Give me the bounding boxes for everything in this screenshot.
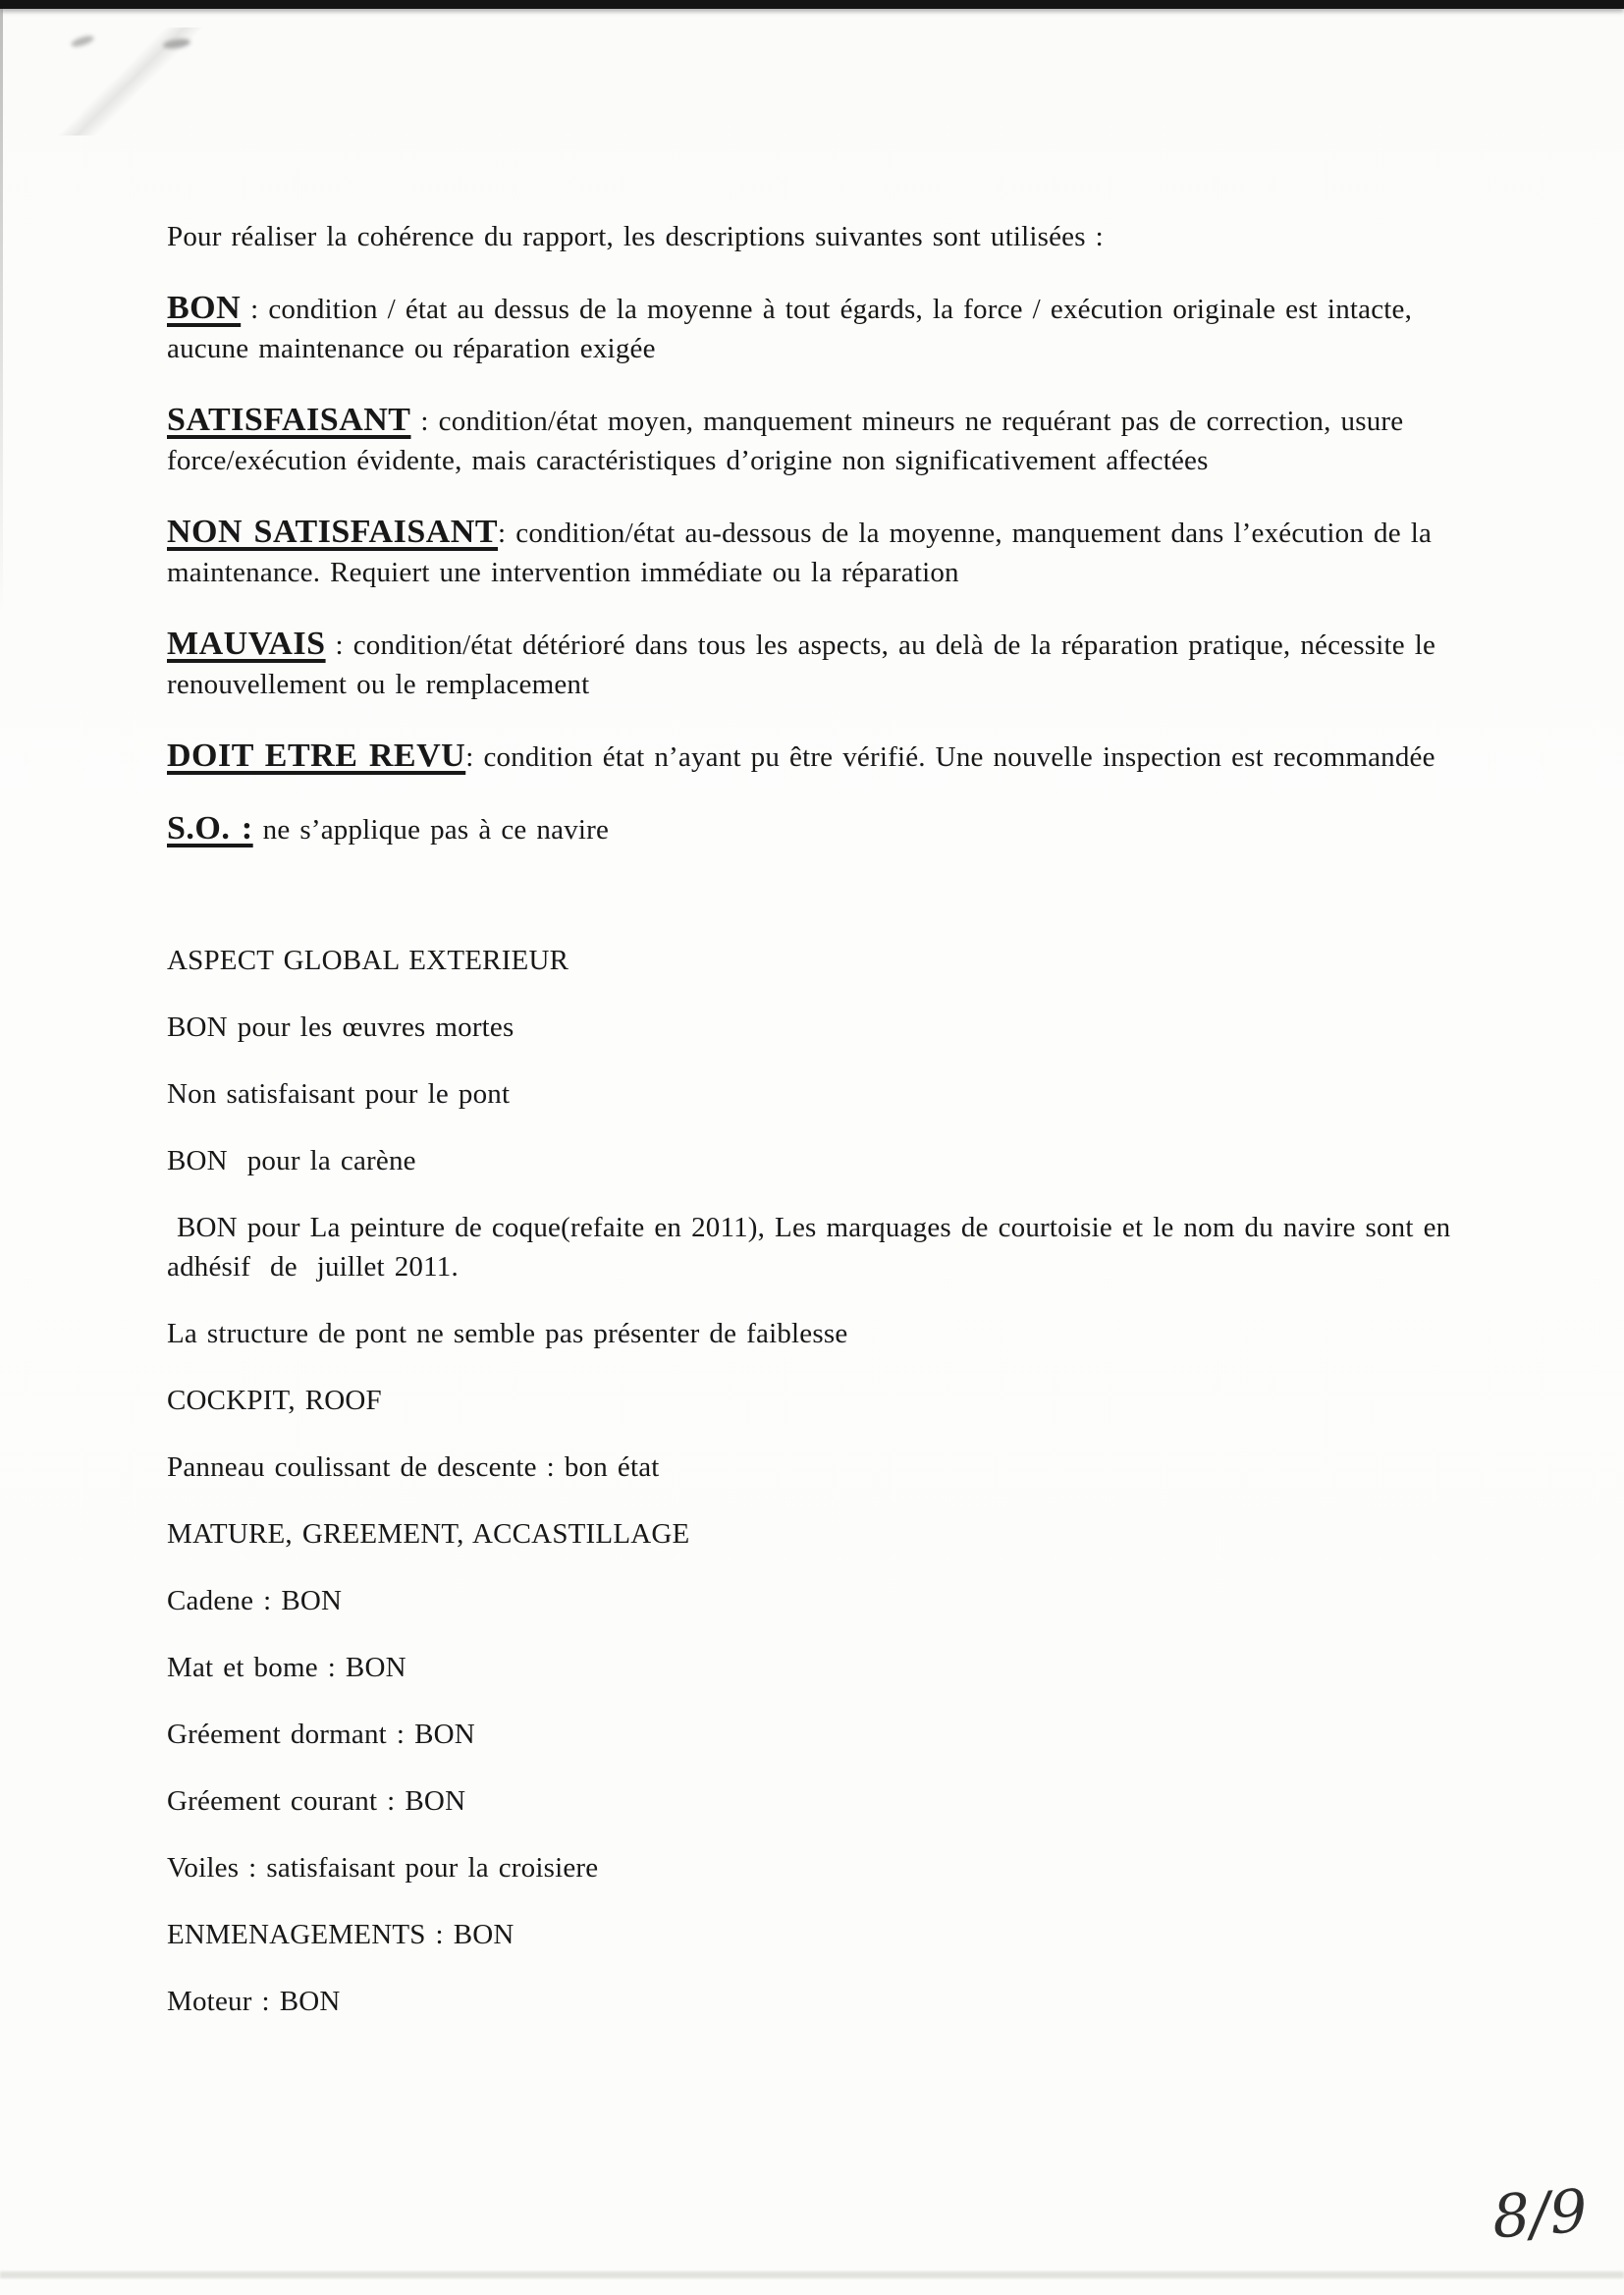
scanner-edge-left [0,9,3,618]
heading-enmenagements: ENMENAGEMENTS : BON [167,1919,514,1950]
term-bon: BON [167,290,242,326]
heading-mature-greement-accastillage: MATURE, GREEMENT, ACCASTILLAGE [167,1518,690,1550]
term-mauvais: MAUVAIS [167,626,326,662]
definition-so-text: ne s’applique pas à ce navire [252,814,610,846]
scanner-edge-top [0,0,1624,9]
line-cadene: Cadene : BON [167,1585,343,1616]
definition-doit-etre-revu-text: : condition état n’ayant pu être vérifié. Une nouvelle inspection est recommandée [465,741,1435,773]
definition-doit-etre-revu [167,737,1473,777]
line-carene: BON pour la carène [167,1145,416,1176]
definition-satisfaisant-text: : condition/état moyen, manquement mineurs ne requérant pas de correction, usure force/exécution évidente, mais caractéristiques d’origine non significativement affectées [167,406,1414,476]
line-oeuvres-mortes: BON pour les œuvres mortes [167,1011,514,1043]
definition-non-satisfaisant [167,513,1473,592]
definition-non-satisfaisant-text: : condition/état au-dessous de la moyenne, manquement dans l’exécution de la maintenance. Requiert une intervention immédiate ou la réparation [167,518,1442,588]
definition-so [167,809,1473,849]
heading-cockpit-roof: COCKPIT, ROOF [167,1385,382,1416]
handwritten-page-number: 8/9 [1489,2176,1590,2253]
term-non-satisfaisant: NON SATISFAISANT [167,514,499,550]
intro-paragraph: Pour réaliser la cohérence du rapport, les descriptions suivantes sont utilisées : [167,221,1104,252]
definition-mauvais [167,625,1473,704]
term-so: S.O. : [167,810,253,847]
definition-bon [167,289,1473,368]
scan-crease [18,27,244,136]
line-mat-et-bome: Mat et bome : BON [167,1652,406,1683]
document-content [167,190,1473,2021]
scanner-edge-bottom [0,2271,1624,2278]
line-peinture-coque: BON pour La peinture de coque(refaite en 2011), Les marquages de courtoisie et le nom du navire sont en adhésif de juillet 2011. [167,1212,1461,1283]
line-greement-courant: Gréement courant : BON [167,1785,466,1817]
heading-aspect-global-exterieur: ASPECT GLOBAL EXTERIEUR [167,945,569,976]
line-pont: Non satisfaisant pour le pont [167,1078,511,1110]
line-structure-pont: La structure de pont ne semble pas présenter de faiblesse [167,1318,848,1349]
definition-bon-text: : condition / état au dessus de la moyenne à tout égards, la force / exécution originale est intacte, aucune maintenance ou réparation exigée [167,294,1423,364]
line-voiles: Voiles : satisfaisant pour la croisiere [167,1852,599,1884]
definition-satisfaisant [167,401,1473,480]
term-satisfaisant: SATISFAISANT [167,402,411,438]
line-panneau-coulissant: Panneau coulissant de descente : bon état [167,1451,660,1483]
line-moteur: Moteur : BON [167,1986,341,2017]
term-doit-etre-revu: DOIT ETRE REVU [167,738,466,774]
line-greement-dormant: Gréement dormant : BON [167,1719,475,1750]
definition-mauvais-text: : condition/état détérioré dans tous les aspects, au delà de la réparation pratique, nécessite le renouvellement ou le remplacement [167,629,1446,700]
